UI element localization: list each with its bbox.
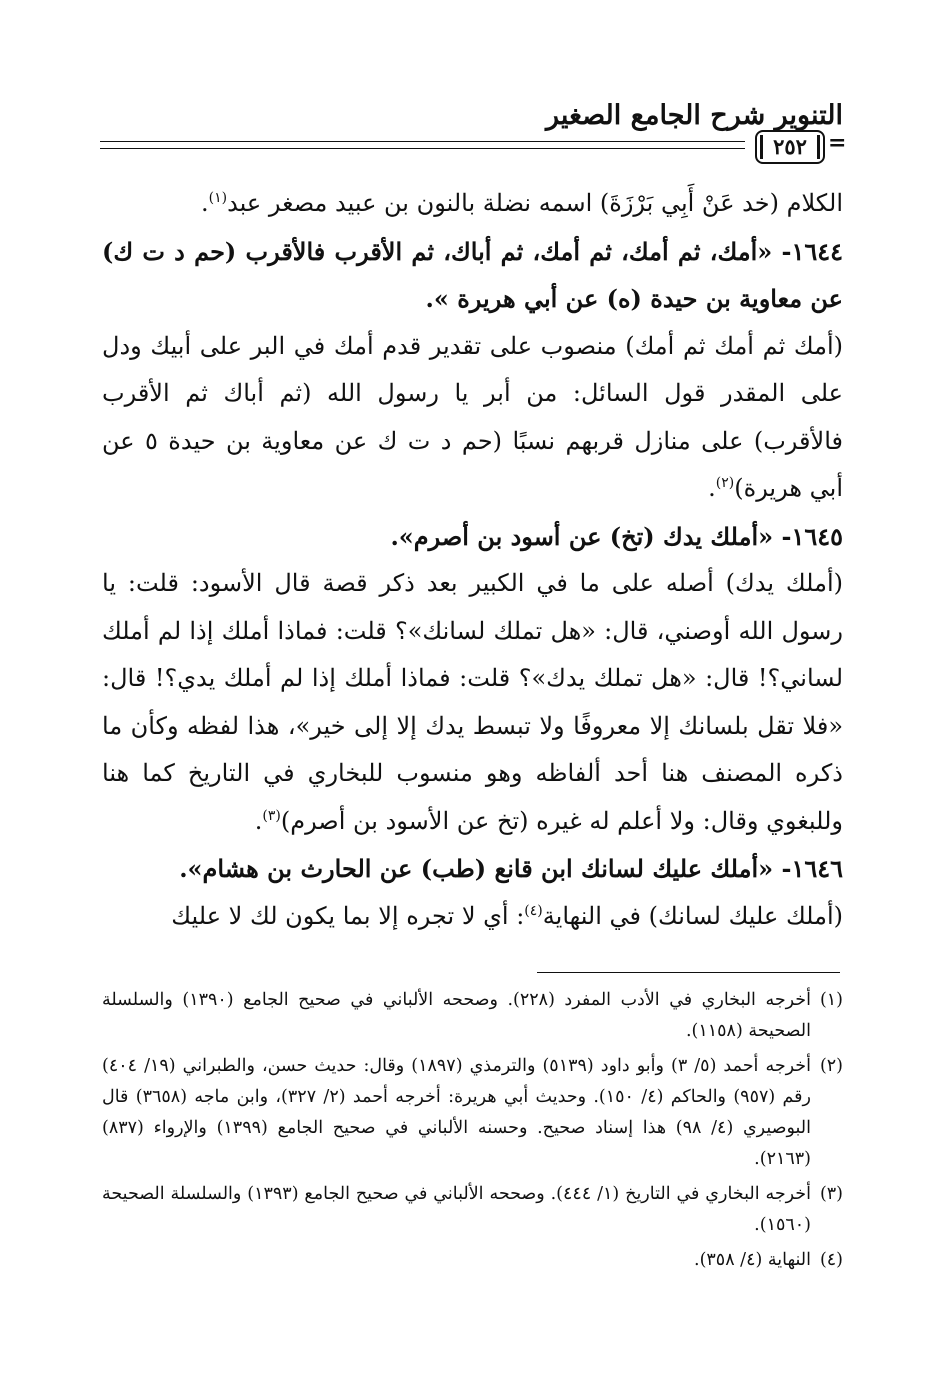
footnotes bbox=[102, 985, 843, 1280]
page-number-box bbox=[755, 130, 825, 164]
hadith-entry-1646: ١٦٤٦- «أملك عليك لسانك ابن قانع (طب) عن الحارث بن هشام». bbox=[179, 854, 843, 883]
header-double-rule bbox=[100, 137, 745, 157]
paragraph: الكلام (خد عَنْ أَبِي بَرْزَةَ) اسمه نضلة بالنون بن عبيد مصغر عبد$^{(١)}$. bbox=[200, 189, 843, 217]
page-number: ٢٥٢ bbox=[773, 134, 807, 159]
hadith-entry-1645: ١٦٤٥- «أملك يدك (تخ) عن أسود بن أصرم». bbox=[390, 521, 843, 551]
page-header bbox=[100, 92, 847, 172]
footnote: (٤) النهاية (٤/ ٣٥٨). bbox=[694, 1250, 843, 1270]
equal-mark: = bbox=[828, 130, 847, 156]
footnote: (١) أخرجه البخاري في الأدب المفرد (٢٢٨). وصححه الألباني في صحيح الجامع (١٣٩٠) والسلسلة الصحيحة (١١٥٨). bbox=[102, 990, 843, 1041]
footnote-separator bbox=[537, 972, 840, 973]
main-text bbox=[102, 180, 843, 940]
paragraph: (أملك يدك) أصله على ما في الكبير بعد ذكر قصة قال الأسود: قلت: يا رسول الله أوصني، قال: «هل تملك لسانك»؟ قلت: فماذا أملك إذا لم أملك لساني؟! قال: «هل تملك يدك»؟ قلت: فماذا أملك إذا لم أملك يدي؟! قال: «فلا تقل بلسانك إلا معروفًا ولا تبسط يدك إلا إلى خير»، هذا لفظه وكأن ما ذكره المصنف هنا أحد ألفاظه وهو منسوب للبخاري في التاريخ كما هنا وللبغوي وقال: ولا أعلم له غيره (تخ عن الأسود بن أصرم)$^{(٣)}$. bbox=[102, 569, 843, 835]
book-title: التنوير شرح الجامع الصغير bbox=[546, 100, 843, 131]
paragraph: (أملك عليك لسانك) في النهاية$^{(٤)}$: أي لا تجره إلا بما يكون لك لا عليك bbox=[171, 901, 843, 930]
hadith-entry-1644: ١٦٤٤- «أمك، ثم أمك، ثم أمك، ثم أباك، ثم الأقرب فالأقرب (حم د ت ك) عن معاوية بن حيدة (ه) عن أبي هريرة ». bbox=[102, 236, 844, 313]
footnote: (٢) أخرجه أحمد (٥/ ٣) وأبو داود (٥١٣٩) والترمذي (١٨٩٧) وقال: حديث حسن، والطبراني (١٩/ ٤٠٤) رقم (٩٥٧) والحاكم (٤/ ١٥٠). وحديث أبي هريرة: أخرجه أحمد (٢/ ٣٢٧)، وابن ماجه (٣٦٥٨) قال البوصيري (٤/ ٩٨) هذا إسناد صحيح. وحسنه الألباني في صحيح الجامع (١٣٩٩) والإرواء (٨٣٧) (٢١٦٣). bbox=[102, 1056, 843, 1169]
paragraph: (أمك ثم أمك ثم أمك) منصوب على تقدير قدم أمك في البر على أبيك ودل على المقدر قول السائل: من أبر يا رسول الله (ثم أباك ثم الأقرب فالأقرب) على منازل قربهم نسبًا (حم د ت ك عن معاوية بن حيدة ٥ عن أبي هريرة)$^{(٢)}$. bbox=[102, 331, 843, 502]
footnote: (٣) أخرجه البخاري في التاريخ (١/ ٤٤٤). وصححه الألباني في صحيح الجامع (١٣٩٣) والسلسلة الصحيحة (١٥٦٠). bbox=[102, 1184, 843, 1235]
